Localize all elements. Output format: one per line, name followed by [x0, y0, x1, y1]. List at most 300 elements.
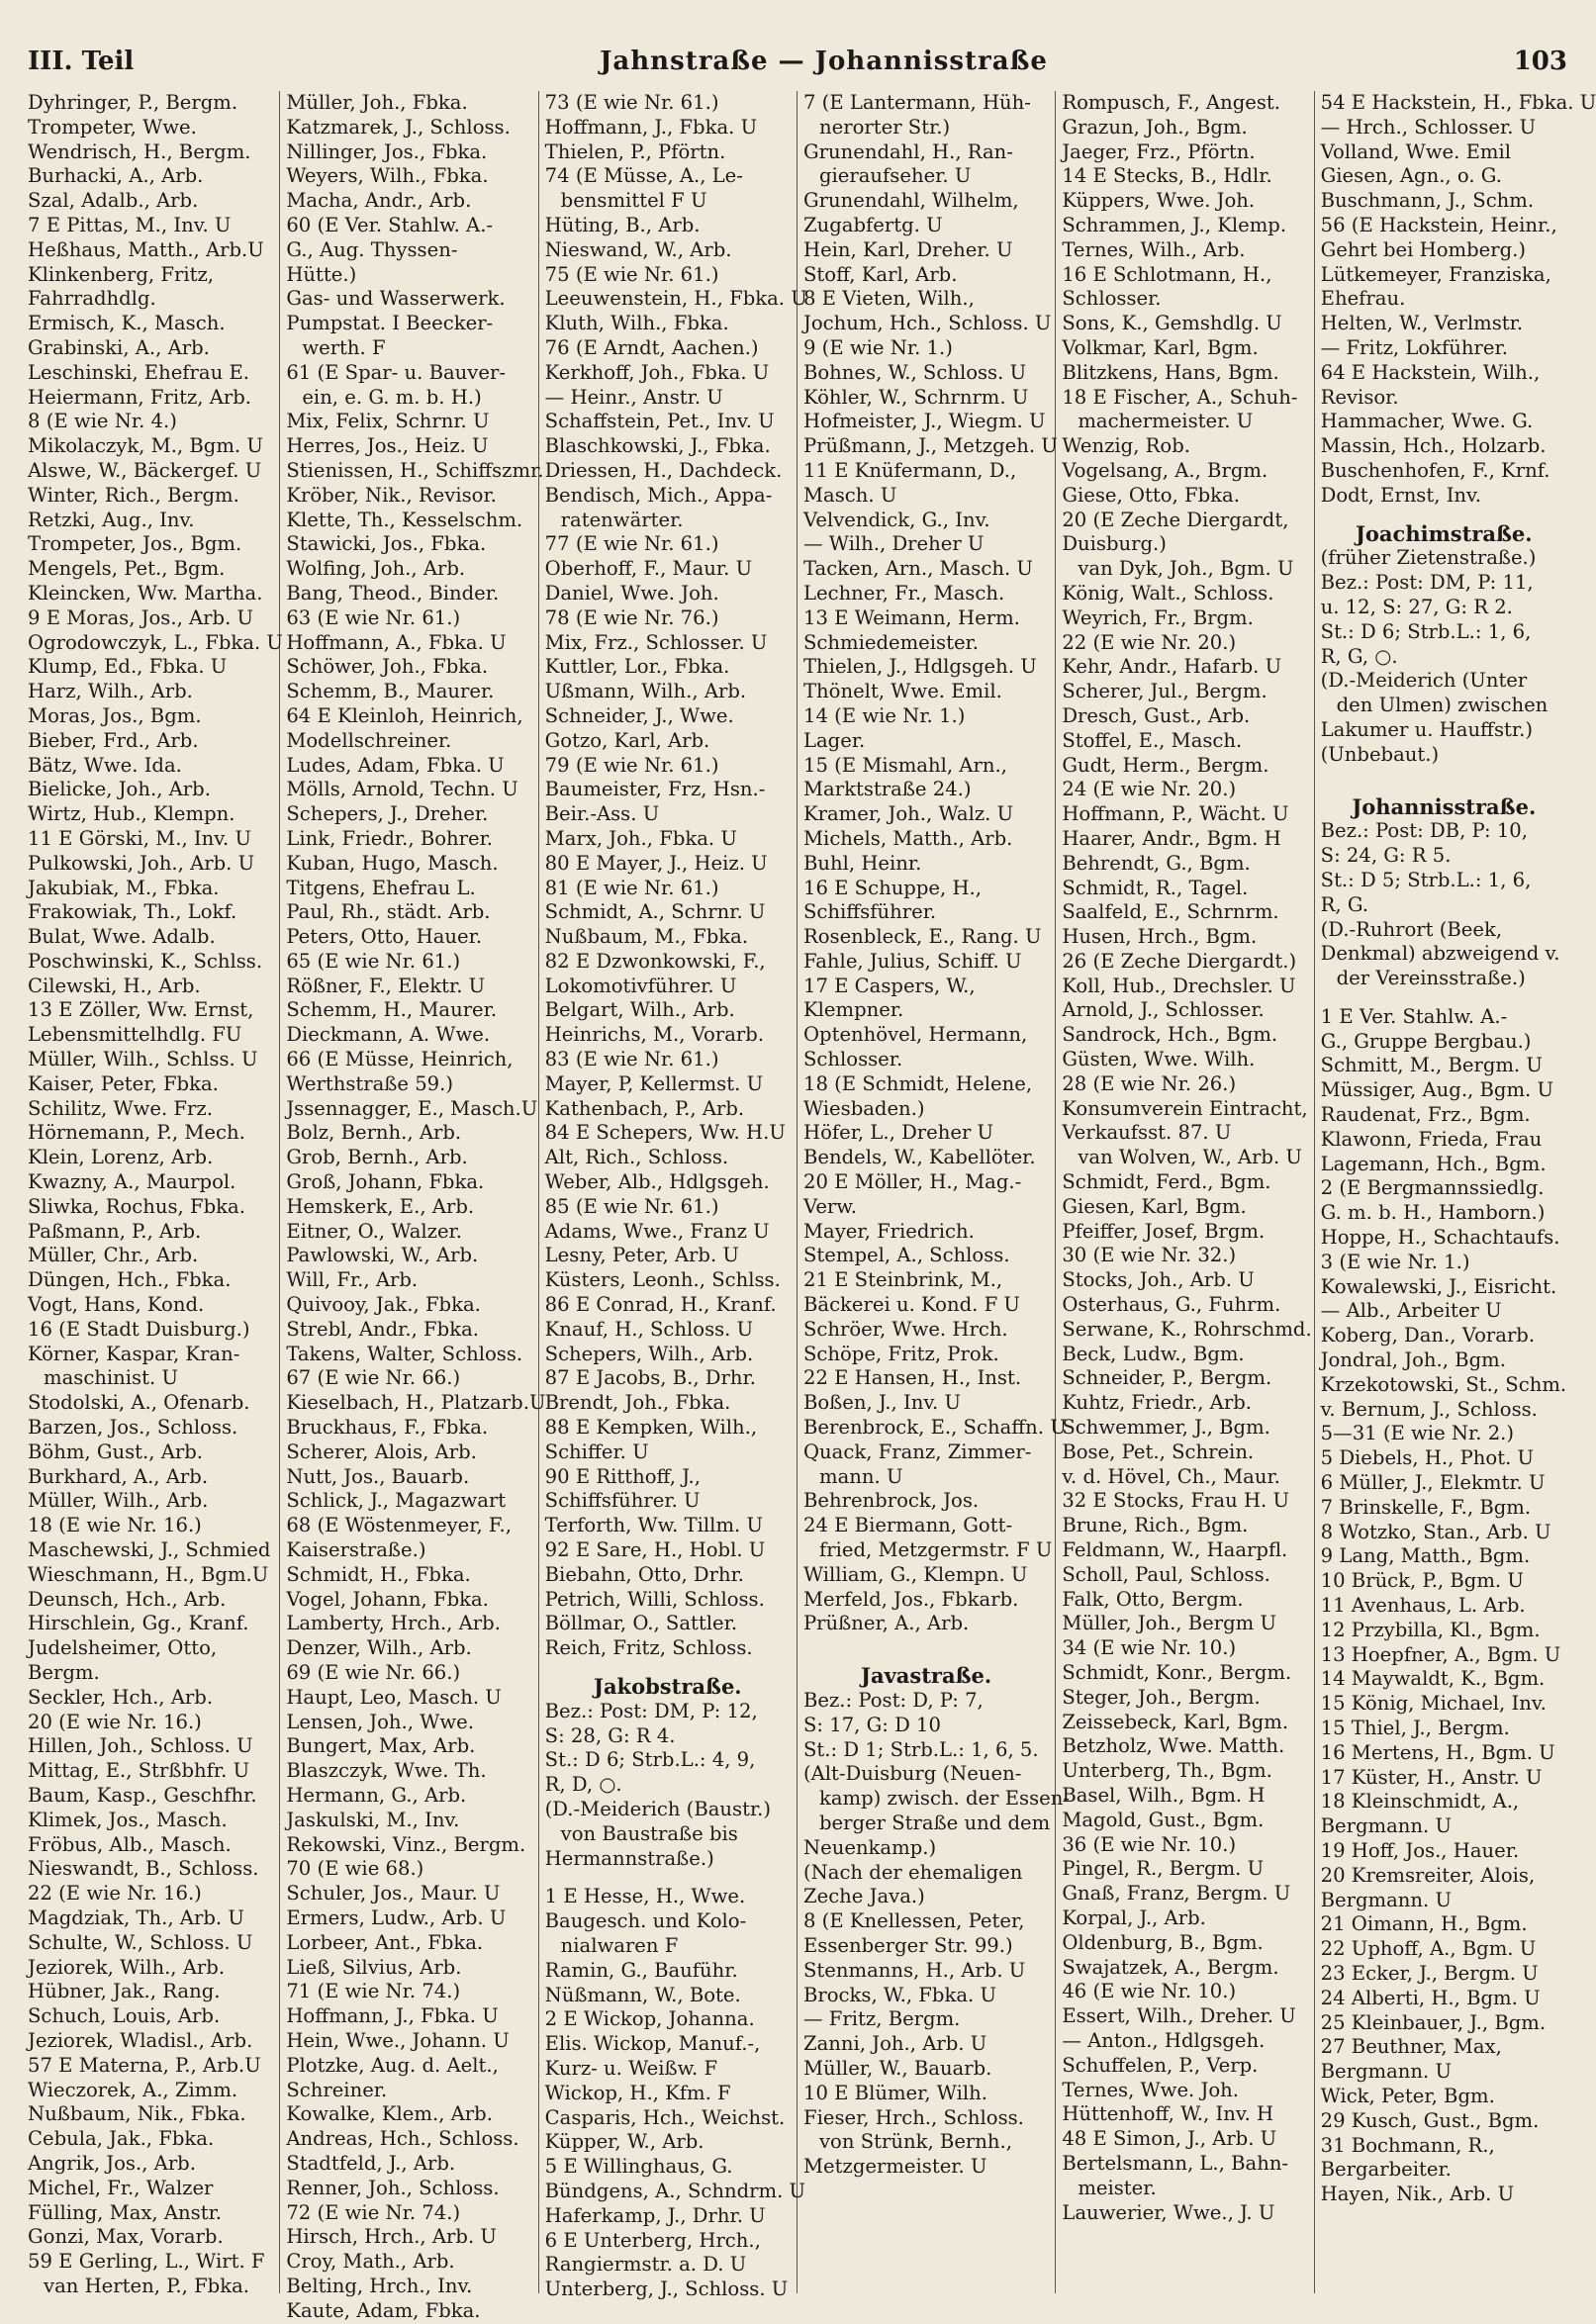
directory-entry: 65 (E wie Nr. 61.) — [286, 949, 461, 973]
directory-entry: Schmidt, R., Tagel. — [1062, 876, 1249, 899]
directory-entry: Müller, Wilh., Schlss. U — [28, 1048, 258, 1071]
directory-entry: 2 E Wickop, Johanna. — [544, 2007, 755, 2031]
directory-entry: 72 (E wie Nr. 74.) — [286, 2200, 461, 2224]
directory-entry: 14 Maywaldt, K., Bgm. — [1320, 1667, 1546, 1691]
directory-entry: Stempel, A., Schloss. — [802, 1244, 1010, 1267]
directory-entry: St.: D 1; Strb.L.: 1, 6, 5. — [802, 1737, 1039, 1761]
directory-entry: Zugabfertg. U — [802, 213, 943, 236]
directory-entry: Bolz, Bernh., Arb. — [286, 1121, 462, 1145]
directory-entry: 3 (E wie Nr. 1.) — [1320, 1250, 1470, 1273]
directory-entry: Groß, Johann, Fbka. — [286, 1170, 485, 1194]
directory-entry: Bez.: Post: DM, P: 11, — [1320, 571, 1534, 595]
directory-entry: Verkaufsst. 87. U — [1062, 1121, 1232, 1145]
directory-entry: Peters, Otto, Hauer. — [286, 925, 483, 949]
directory-entry: Denkmal) abzweigend v. — [1320, 942, 1560, 966]
directory-entry: Schemm, B., Maurer. — [286, 680, 495, 703]
directory-entry: Boßen, J., Inv. U — [802, 1391, 962, 1415]
directory-entry: Kathenbach, P., Arb. — [544, 1096, 745, 1120]
entry-continuation: von Baustraße bis — [560, 1821, 738, 1845]
directory-entry: Müssiger, Aug., Bgm. U — [1320, 1078, 1553, 1102]
directory-entry: Bez.: Post: DB, P: 10, — [1320, 819, 1529, 843]
directory-entry: Körner, Kaspar, Kran- — [28, 1342, 240, 1365]
directory-entry: Schulte, W., Schloss. U — [28, 1930, 253, 1954]
directory-entry: Bulat, Wwe. Adalb. — [28, 925, 216, 949]
directory-entry: 59 E Gerling, L., Wirt. F — [28, 2250, 265, 2274]
entry-continuation: nerorter Str.) — [818, 115, 951, 139]
directory-entry: Driessen, H., Dachdeck. — [544, 458, 783, 482]
directory-entry: Lensen, Joh., Wwe. — [286, 1710, 474, 1733]
directory-entry: Kaiser, Peter, Fbka. — [28, 1071, 219, 1095]
directory-entry: R, G. — [1320, 892, 1369, 916]
directory-entry: Haferkamp, J., Drhr. U — [544, 2203, 766, 2227]
directory-entry: Scholl, Paul, Schloss. — [1062, 1562, 1270, 1586]
directory-entry: Bergmann. U — [1320, 1888, 1453, 1911]
directory-entry: Zeissebeck, Karl, Bgm. — [1062, 1710, 1289, 1733]
directory-entry: Kieselbach, H., Platzarb.U — [286, 1391, 546, 1415]
directory-entry: William, G., Klempn. U — [802, 1562, 1028, 1586]
directory-entry: Lakumer u. Hauffstr.) — [1320, 717, 1533, 741]
directory-entry: Alt, Rich., Schloss. — [544, 1146, 729, 1169]
directory-entry: 5 Diebels, H., Phot. U — [1320, 1446, 1535, 1470]
page-header — [28, 40, 1567, 83]
directory-entry: Müller, Joh., Fbka. — [286, 91, 468, 114]
directory-entry: u. 12, S: 27, G: R 2. — [1320, 595, 1513, 618]
entry-continuation: meister. — [1078, 2176, 1157, 2199]
directory-entry: Wendrisch, H., Bergm. — [28, 139, 251, 163]
entry-continuation: nialwaren F — [560, 1933, 679, 1957]
directory-entry: Wolfing, Joh., Arb. — [286, 557, 466, 581]
directory-entry: Heßhaus, Matth., Arb.U — [28, 237, 264, 261]
directory-entry: Renner, Joh., Schloss. — [286, 2176, 500, 2199]
directory-entry: Husen, Hrch., Bgm. — [1062, 925, 1258, 949]
directory-entry: Hoffmann, J., Fbka. U — [544, 115, 758, 139]
directory-entry: 57 E Materna, P., Arb.U — [28, 2053, 261, 2077]
directory-entry: 25 Kleinbauer, J., Bgm. — [1320, 2010, 1547, 2034]
directory-entry: Hermannstraße.) — [544, 1846, 714, 1870]
directory-entry: Raudenat, Frz., Bgm. — [1320, 1103, 1531, 1127]
directory-entry: Düngen, Hch., Fbka. — [28, 1268, 232, 1292]
directory-entry: 60 (E Ver. Stahlw. A.- — [286, 213, 494, 236]
directory-entry: Ehefrau. — [1320, 287, 1406, 311]
directory-entry: Schöpe, Fritz, Prok. — [802, 1342, 999, 1365]
column-3 — [539, 91, 807, 2301]
directory-entry: Schmidt, A., Schrnr. U — [544, 900, 766, 924]
directory-entry: 22 E Hansen, H., Inst. — [802, 1366, 1022, 1390]
directory-entry: Basel, Wilh., Bgm. H — [1062, 1783, 1266, 1807]
directory-entry: 48 E Simon, J., Arb. U — [1062, 2127, 1277, 2151]
street-heading: Javastraße. — [861, 1663, 992, 1689]
directory-entry: Ternes, Wilh., Arb. — [1062, 237, 1246, 261]
directory-entry: Schepers, J., Dreher. — [286, 802, 489, 826]
directory-entry: Klawonn, Frieda, Frau — [1320, 1127, 1543, 1151]
directory-entry: Dodt, Ernst, Inv. — [1320, 483, 1482, 507]
directory-entry: Bez.: Post: D, P: 7, — [802, 1689, 984, 1712]
directory-entry: 76 (E Arndt, Aachen.) — [544, 335, 759, 359]
directory-entry: Hütte.) — [286, 262, 357, 286]
directory-entry: Katzmarek, J., Schloss. — [286, 115, 511, 139]
spacer — [1321, 509, 1567, 522]
directory-entry: 11 E Knüfermann, D., — [802, 458, 1017, 482]
directory-entry: Hüttenhoff, W., Inv. H — [1062, 2102, 1274, 2126]
directory-entry: 92 E Sare, H., Hobl. U — [544, 1538, 766, 1562]
directory-entry: 18 (E Schmidt, Helene, — [802, 1071, 1033, 1095]
directory-entry: 7 Brinskelle, F., Bgm. — [1320, 1495, 1532, 1519]
directory-entry: — Fritz, Bergm. — [802, 2007, 961, 2031]
directory-entry: — Heinr., Anstr. U — [544, 385, 723, 409]
directory-entry: Wiesbaden.) — [802, 1096, 925, 1120]
directory-entry: Wieschmann, H., Bgm.U — [28, 1562, 269, 1586]
directory-entry: 64 E Hackstein, Wilh., — [1320, 360, 1541, 384]
entry-continuation: gieraufseher. U — [818, 164, 972, 188]
directory-entry: Schmidt, H., Fbka. — [286, 1562, 471, 1586]
entry-continuation: der Vereinsstraße.) — [1336, 967, 1526, 990]
directory-entry: Brocks, W., Fbka. U — [802, 1983, 996, 2006]
directory-entry: Müller, Chr., Arb. — [28, 1244, 199, 1267]
directory-entry: Mayer, Friedrich. — [802, 1219, 975, 1243]
directory-entry: 28 (E wie Nr. 26.) — [1062, 1071, 1237, 1095]
directory-entry: Kramer, Joh., Walz. U — [802, 802, 1014, 826]
directory-entry: 9 E Moras, Jos., Arb. U — [28, 605, 254, 629]
directory-entry: Buschenhofen, F., Krnf. — [1320, 458, 1550, 482]
directory-entry: Wirtz, Hub., Klempn. — [28, 802, 235, 826]
directory-entry: 17 E Caspers, W., — [802, 974, 976, 997]
directory-entry: Will, Fr., Arb. — [286, 1268, 419, 1292]
directory-entry: Bielicke, Joh., Arb. — [28, 778, 211, 801]
directory-entry: Kwazny, A., Maurpol. — [28, 1170, 236, 1194]
directory-entry: Hüting, B., Arb. — [544, 213, 701, 236]
directory-entry: 1 E Hesse, H., Wwe. — [544, 1885, 746, 1908]
directory-entry: Stenmanns, H., Arb. U — [802, 1958, 1026, 1982]
directory-entry: Grunendahl, H., Ran- — [802, 139, 1013, 163]
directory-entry: Kluth, Wilh., Fbka. — [544, 312, 729, 335]
directory-entry: Ermers, Ludw., Arb. U — [286, 1906, 507, 1929]
directory-entry: Merfeld, Jos., Fbkarb. — [802, 1587, 1019, 1611]
directory-entry: Gudt, Herm., Bergm. — [1062, 753, 1269, 777]
directory-entry: Prüßner, A., Arb. — [802, 1612, 970, 1635]
directory-entry: Blaszczyk, Wwe. Th. — [286, 1759, 487, 1783]
directory-entry: Pawlowski, W., Arb. — [286, 1244, 479, 1267]
directory-entry: Stoffel, E., Masch. — [1062, 728, 1243, 752]
directory-entry: 16 Mertens, H., Bgm. U — [1320, 1740, 1555, 1764]
directory-entry: 34 (E wie Nr. 10.) — [1062, 1636, 1237, 1660]
directory-entry: Bergarbeiter. — [1320, 2158, 1452, 2182]
directory-entry: Strebl, Andr., Fbka. — [286, 1317, 479, 1341]
directory-entry: Masch. U — [802, 483, 897, 507]
directory-entry: S: 17, G: D 10 — [802, 1713, 941, 1736]
directory-entry: Massin, Hch., Holzarb. — [1320, 434, 1547, 458]
directory-entry: Klette, Th., Kesselschm. — [286, 508, 523, 531]
directory-entry: Modellschreiner. — [286, 728, 452, 752]
directory-entry: Quivooy, Jak., Fbka. — [286, 1293, 481, 1317]
directory-entry: Krzekotowski, St., Schm. — [1320, 1372, 1567, 1396]
directory-entry: 68 (E Wöstenmeyer, F., — [286, 1514, 512, 1537]
directory-entry: 20 (E wie Nr. 16.) — [28, 1710, 202, 1733]
directory-entry: Lütkemeyer, Franziska, — [1320, 262, 1551, 286]
directory-entry: 67 (E wie Nr. 66.) — [286, 1366, 461, 1390]
directory-entry: Konsumverein Eintracht, — [1062, 1096, 1308, 1120]
directory-entry: 79 (E wie Nr. 61.) — [544, 753, 719, 777]
directory-entry: 70 (E wie 68.) — [286, 1857, 424, 1881]
entry-continuation: den Ulmen) zwischen — [1336, 694, 1549, 717]
directory-entry: Wickop, H., Kfm. F — [544, 2081, 731, 2104]
directory-entry: Marx, Joh., Fbka. U — [544, 826, 737, 850]
directory-entry: G. m. b. H., Hamborn.) — [1320, 1201, 1546, 1225]
entry-continuation: ein, e. G. m. b. H.) — [302, 385, 482, 409]
directory-entry: Stienissen, H., Schiffszmr. — [286, 458, 544, 482]
directory-entry: 22 (E wie Nr. 20.) — [1062, 630, 1237, 654]
directory-entry: Bergm. — [28, 1661, 100, 1684]
directory-entry: Böllmar, O., Sattler. — [544, 1612, 738, 1635]
directory-entry: 16 (E Stadt Duisburg.) — [28, 1317, 250, 1341]
directory-entry: Bang, Theod., Binder. — [286, 581, 500, 604]
directory-entry: (Nach der ehemaligen — [802, 1860, 1023, 1884]
directory-entry: S: 28, G: R 4. — [544, 1723, 676, 1747]
directory-entry: 24 E Biermann, Gott- — [802, 1514, 1013, 1537]
directory-entry: — Anton., Hdlgsgeh. — [1062, 2028, 1266, 2052]
directory-entry: Bündgens, A., Schndrm. U — [544, 2179, 806, 2202]
directory-entry: Lauwerier, Wwe., J. U — [1062, 2200, 1275, 2224]
directory-entry: St.: D 6; Strb.L.: 1, 6, — [1320, 619, 1532, 643]
directory-entry: Rompusch, F., Angest. — [1062, 91, 1280, 114]
directory-entry: 12 Przybilla, Kl., Bgm. — [1320, 1618, 1541, 1641]
directory-entry: Blitzkens, Hans, Bgm. — [1062, 360, 1279, 384]
directory-entry: Revisor. — [1320, 385, 1399, 409]
directory-entry: 16 E Schuppe, H., — [802, 876, 982, 899]
directory-entry: Ogrodowczyk, L., Fbka. U — [28, 630, 283, 654]
entry-continuation: van Wolven, W., Arb. U — [1078, 1146, 1302, 1169]
directory-entry: Schiffer. U — [544, 1440, 649, 1463]
directory-entry: 22 Uphoff, A., Bgm. U — [1320, 1937, 1537, 1961]
directory-entry: 14 (E wie Nr. 1.) — [802, 703, 966, 727]
directory-entry: Pulkowski, Joh., Arb. U — [28, 851, 255, 875]
directory-entry: Angrik, Jos., Arb. — [28, 2151, 196, 2175]
column-6 — [1315, 91, 1596, 2293]
directory-columns — [22, 91, 1596, 2322]
directory-entry: R, G, ○. — [1320, 644, 1398, 668]
directory-entry: Oldenburg, B., Bgm. — [1062, 1930, 1264, 1954]
directory-entry: Feldmann, W., Haarpfl. — [1062, 1538, 1288, 1562]
directory-entry: Thielen, J., Hdlgsgeh. U — [802, 655, 1037, 679]
directory-entry: Magdziak, Th., Arb. U — [28, 1906, 244, 1929]
directory-entry: Fahle, Julius, Schiff. U — [802, 949, 1022, 973]
directory-entry: Vogt, Hans, Kond. — [28, 1293, 205, 1317]
directory-entry: 5 E Willinghaus, G. — [544, 2155, 733, 2179]
column-1 — [22, 91, 283, 2297]
directory-entry: Hammacher, Wwe. G. — [1320, 410, 1534, 433]
directory-entry: Grunendahl, Wilhelm, — [802, 189, 1019, 213]
directory-entry: Kowalke, Klem., Arb. — [286, 2102, 493, 2126]
directory-entry: Koberg, Dan., Vorarb. — [1320, 1324, 1536, 1348]
directory-entry: Hörnemann, P., Mech. — [28, 1121, 245, 1145]
directory-entry: Thielen, P., Pförtn. — [544, 139, 726, 163]
directory-entry: Kleincken, Ww. Martha. — [28, 581, 263, 604]
directory-entry: Jaskulski, M., Inv. — [286, 1808, 460, 1831]
directory-entry: Unterberg, J., Schloss. U — [544, 2278, 789, 2301]
directory-entry: Fröbus, Alb., Masch. — [28, 1832, 232, 1856]
directory-entry: Macha, Andr., Arb. — [286, 189, 472, 213]
directory-entry: Schöwer, Joh., Fbka. — [286, 655, 489, 679]
directory-entry: St.: D 5; Strb.L.: 1, 6, — [1320, 868, 1532, 891]
directory-entry: Rosenbleck, E., Rang. U — [802, 925, 1042, 949]
directory-entry: Behrenbrock, Jos. — [802, 1489, 980, 1513]
entry-continuation: ratenwärter. — [560, 508, 684, 531]
directory-entry: Unterberg, Th., Bgm. — [1062, 1759, 1272, 1783]
spacer — [1321, 991, 1567, 1005]
directory-entry: 86 E Conrad, H., Kranf. — [544, 1293, 777, 1317]
directory-entry: (Alt-Duisburg (Neuen- — [802, 1762, 1022, 1786]
directory-entry: 20 (E Zeche Diergardt, — [1062, 508, 1289, 531]
directory-entry: Nußbaum, Nik., Fbka. — [28, 2102, 246, 2126]
directory-entry: Paul, Rh., städt. Arb. — [286, 900, 491, 924]
directory-entry: Fülling, Max, Anstr. — [28, 2200, 223, 2224]
directory-entry: Reich, Fritz, Schloss. — [544, 1636, 753, 1660]
directory-entry: 32 E Stocks, Frau H. U — [1062, 1489, 1290, 1513]
directory-entry: 85 (E wie Nr. 61.) — [544, 1194, 719, 1218]
directory-entry: Kaiserstraße.) — [286, 1538, 426, 1562]
directory-entry: Swajatzek, A., Bergm. — [1062, 1955, 1279, 1979]
directory-entry: Schuler, Jos., Maur. U — [286, 1882, 501, 1906]
directory-entry: Schaffstein, Pet., Inv. U — [544, 410, 775, 433]
directory-entry: Mölls, Arnold, Techn. U — [286, 778, 518, 801]
directory-entry: 24 (E wie Nr. 20.) — [1062, 778, 1237, 801]
directory-entry: 13 E Zöller, Ww. Ernst, — [28, 998, 254, 1022]
directory-entry: Stoff, Karl, Arb. — [802, 262, 958, 286]
directory-entry: Takens, Walter, Schloss. — [286, 1342, 523, 1365]
directory-entry: Michels, Matth., Arb. — [802, 826, 1013, 850]
directory-entry: Volkmar, Karl, Bgm. — [1062, 335, 1259, 359]
directory-entry: 77 (E wie Nr. 61.) — [544, 532, 719, 556]
directory-entry: Schuch, Louis, Arb. — [28, 2004, 221, 2028]
directory-entry: Rößner, F., Elektr. U — [286, 974, 486, 997]
directory-entry: 15 Thiel, J., Bergm. — [1320, 1717, 1510, 1739]
directory-entry: Stadtfeld, J., Arb. — [286, 2151, 456, 2175]
directory-entry: Lorbeer, Ant., Fbka. — [286, 1930, 484, 1954]
directory-entry: Bieber, Frd., Arb. — [28, 728, 199, 752]
directory-entry: Tacken, Arn., Masch. U — [802, 557, 1033, 581]
directory-entry: Ußmann, Wilh., Arb. — [544, 680, 747, 703]
directory-entry: Barzen, Jos., Schloss. — [28, 1416, 238, 1440]
directory-entry: Schemm, H., Maurer. — [286, 998, 498, 1022]
directory-entry: Helten, W., Verlmstr. — [1320, 312, 1524, 335]
directory-entry: Hein, Karl, Dreher. U — [802, 237, 1013, 261]
directory-entry: Seckler, Hch., Arb. — [28, 1685, 214, 1709]
directory-entry: Klempner. — [802, 998, 904, 1022]
directory-entry: Frakowiak, Th., Lokf. — [28, 900, 237, 924]
directory-entry: Cebula, Jak., Fbka. — [28, 2127, 215, 2151]
directory-entry: 88 E Kempken, Wilh., — [544, 1416, 758, 1440]
directory-entry: Pingel, R., Bergm. U — [1062, 1857, 1265, 1881]
directory-entry: Baumeister, Frz, Hsn.- — [544, 778, 766, 801]
directory-entry: Bendisch, Mich., Appa- — [544, 483, 773, 507]
directory-entry: 10 Brück, P., Bgm. U — [1320, 1569, 1524, 1593]
directory-entry: 23 Ecker, J., Bergm. U — [1320, 1961, 1539, 1985]
directory-entry: Moras, Jos., Bgm. — [28, 703, 202, 727]
directory-entry: Bohnes, W., Schloss. U — [802, 360, 1027, 384]
directory-entry: 80 E Mayer, J., Heiz. U — [544, 851, 768, 875]
directory-entry: Verw. — [802, 1194, 857, 1218]
directory-entry: Ramin, G., Bauführ. — [544, 1958, 738, 1982]
directory-entry: 13 E Weimann, Herm. — [802, 605, 1020, 629]
directory-entry: Scherer, Alois, Arb. — [286, 1440, 477, 1463]
directory-entry: Bendels, W., Kabellöter. — [802, 1146, 1036, 1169]
directory-entry: Lechner, Fr., Masch. — [802, 581, 1005, 604]
directory-entry: v. Bernum, J., Schloss. — [1320, 1397, 1538, 1421]
directory-entry: Werthstraße 59.) — [286, 1071, 454, 1095]
directory-entry: Thönelt, Wwe. Emil. — [802, 680, 1002, 703]
entry-continuation: fried, Metzgermstr. F U — [818, 1538, 1053, 1562]
directory-entry: Kuttler, Lor., Fbka. — [544, 655, 730, 679]
directory-entry: G., Gruppe Bergbau.) — [1320, 1029, 1532, 1053]
directory-entry: Retzki, Aug., Inv. — [28, 508, 195, 531]
directory-entry: 21 E Steinbrink, M., — [802, 1268, 1003, 1292]
directory-entry: 84 E Schepers, Ww. H.U — [544, 1121, 786, 1145]
directory-entry: Schwemmer, J., Bgm. — [1062, 1416, 1270, 1440]
directory-entry: 17 Küster, H., Anstr. U — [1320, 1765, 1543, 1789]
directory-entry: Terforth, Ww. Tillm. U — [544, 1514, 763, 1537]
directory-entry: Kröber, Nik., Revisor. — [286, 483, 497, 507]
directory-entry: 15 König, Michael, Inv. — [1320, 1692, 1547, 1716]
directory-entry: 11 E Görski, M., Inv. U — [28, 826, 251, 850]
directory-entry: Küsters, Leonh., Schlss. — [544, 1268, 781, 1292]
directory-entry: Wenzig, Rob. — [1062, 434, 1190, 458]
directory-entry: 90 E Ritthoff, J., — [544, 1464, 701, 1488]
directory-entry: Baum, Kasp., Geschfhr. — [28, 1783, 257, 1807]
directory-entry: Cilewski, H., Arb. — [28, 974, 201, 997]
directory-entry: Bez.: Post: DM, P: 12, — [544, 1699, 758, 1722]
directory-entry: Belting, Hrch., Inv. — [286, 2274, 473, 2297]
directory-entry: 7 (E Lantermann, Hüh- — [802, 91, 1031, 114]
directory-entry: Klump, Ed., Fbka. U — [28, 655, 228, 679]
directory-entry: (D.-Meiderich (Baustr.) — [544, 1797, 772, 1820]
directory-entry: 46 (E wie Nr. 10.) — [1062, 1980, 1237, 2003]
entry-continuation: von Strünk, Bernh., — [818, 2130, 1012, 2154]
street-heading: Jakobstraße. — [594, 1674, 742, 1699]
directory-entry: S: 24, G: R 5. — [1320, 844, 1452, 868]
directory-entry: v. d. Hövel, Ch., Maur. — [1062, 1464, 1280, 1488]
directory-entry: Küpper, W., Arb. — [544, 2130, 704, 2154]
directory-entry: Bergmann. U — [1320, 1814, 1453, 1838]
directory-entry: Köhler, W., Schrnrm. U — [802, 385, 1029, 409]
directory-entry: 78 (E wie Nr. 76.) — [544, 605, 719, 629]
directory-entry: Zeche Java.) — [802, 1885, 925, 1908]
directory-entry: Knauf, H., Schloss. U — [544, 1317, 754, 1341]
entry-continuation: werth. F — [302, 335, 386, 359]
directory-entry: Bertelsmann, L., Bahn- — [1062, 2151, 1289, 2175]
directory-entry: 63 (E wie Nr. 61.) — [286, 605, 461, 629]
directory-entry: Mix, Felix, Schrnr. U — [286, 410, 490, 433]
directory-entry: Arnold, J., Schlosser. — [1062, 998, 1265, 1022]
directory-entry: Schuffelen, P., Verp. — [1062, 2053, 1259, 2077]
directory-entry: Quack, Franz, Zimmer- — [802, 1440, 1032, 1463]
directory-entry: Rangiermstr. a. D. U — [544, 2253, 747, 2277]
directory-entry: Winter, Rich., Bergm. — [28, 483, 239, 507]
directory-entry: Hermann, G., Arb. — [286, 1783, 467, 1807]
directory-entry: Oberhoff, F., Maur. U — [544, 557, 753, 581]
directory-entry: Hirsch, Hrch., Arb. U — [286, 2225, 497, 2249]
directory-entry: Müller, Wilh., Arb. — [28, 1489, 209, 1513]
directory-entry: Nieswandt, B., Schloss. — [28, 1857, 259, 1881]
directory-entry: Biebahn, Otto, Drhr. — [544, 1562, 745, 1586]
directory-entry: Lagemann, Hch., Bgm. — [1320, 1152, 1547, 1175]
directory-entry: Schrammen, J., Klemp. — [1062, 213, 1287, 236]
directory-entry: 20 Kremsreiter, Alois, — [1320, 1863, 1536, 1887]
directory-entry: Jssennagger, E., Masch.U — [286, 1096, 538, 1120]
directory-entry: 29 Kusch, Gust., Bgm. — [1320, 2108, 1540, 2132]
directory-entry: Grabinski, A., Arb. — [28, 335, 210, 359]
directory-entry: Prüßmann, J., Metzgeh. U — [802, 434, 1058, 458]
directory-entry: 74 (E Müsse, A., Le- — [544, 164, 743, 188]
directory-entry: Hein, Wwe., Johann. U — [286, 2028, 510, 2052]
